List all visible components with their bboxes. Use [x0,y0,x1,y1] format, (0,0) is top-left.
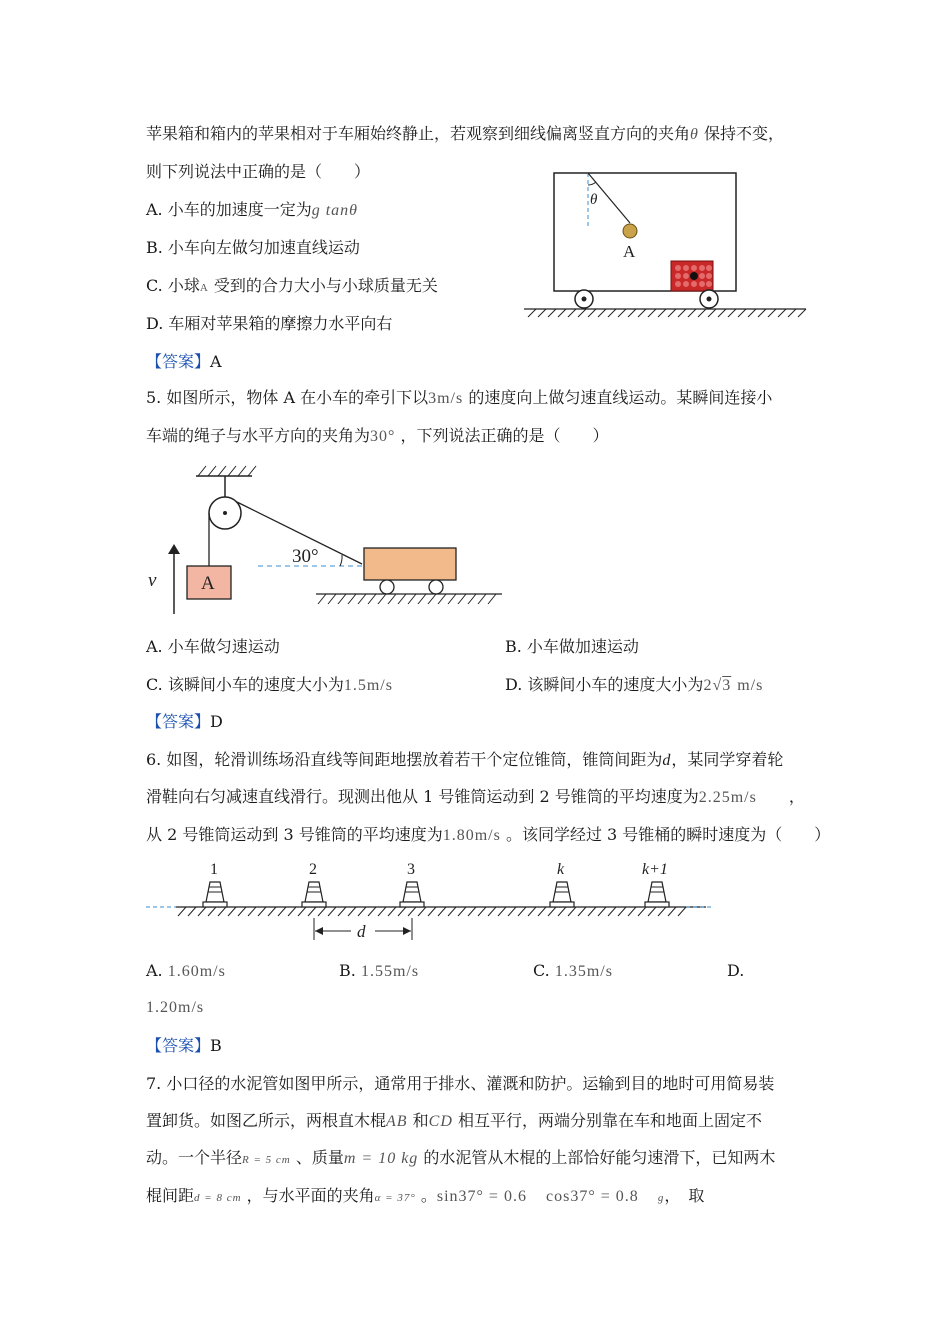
q5-line2: 车端的绳子与水平方向的夹角为30° ，下列说法正确的是（ ） [146,426,609,445]
q4-intro-line2: 则下列说法中正确的是（ ） [146,162,371,181]
q6-cones-figure [146,856,716,948]
q5-option-b: B. 小车做加速运动 [505,637,639,656]
cone-1 [203,882,227,907]
angle-arc-30 [340,555,342,566]
theta-symbol: θ [690,126,699,143]
q6-option-d-label: D. [727,961,745,980]
cart-wheel-left [380,580,394,594]
q6-line2: 滑鞋向右匀减速直线滑行。现测出他从 1 号锥筒运动到 2 号锥筒的平均速度为2.25m/s ， [146,787,805,806]
q4-option-a: A. 小车的加速度一定为g tanθ [146,200,359,219]
track-hatching [178,907,686,916]
q4-intro-line1: 苹果箱和箱内的苹果相对于车厢始终静止，若观察到细线偏离竖直方向的夹角θ 保持不变， [146,124,784,143]
cone-label-k: k [557,861,565,878]
cart-body [364,548,456,580]
q5-option-c: C. 该瞬间小车的速度大小为1.5m/s [146,675,393,694]
theta-label: θ [590,192,598,208]
q5-pulley-figure [140,458,520,618]
velocity-arrowhead [168,544,180,554]
q6-line3: 从 2 号锥筒运动到 3 号锥筒的平均速度为1.80m/s 。该同学经过 3 号锥桶的瞬时速度为（ ） [146,825,831,844]
block-a-label: A [201,573,215,594]
pulley-axle [223,511,227,515]
angle-arc [588,182,596,185]
q6-answer: 【答案】B [146,1036,222,1055]
q6-option-c: C. 1.35m/s [533,961,613,980]
cone-label-3: 3 [407,861,415,878]
q4-car-figure [510,170,810,320]
ground-hatching [528,309,806,317]
cone-label-k-plus-1: k+1 [642,861,668,878]
q6-option-d-value: 1.20m/s [146,999,205,1016]
q5-answer: 【答案】D [146,712,223,731]
q6-line1: 6. 如图，轮滑训练场沿直线等间距地摆放着若干个定位锥筒，锥筒间距为d，某同学穿着轮 [146,750,784,769]
q5-option-a: A. 小车做匀速运动 [146,637,280,656]
cone-label-1: 1 [210,861,218,878]
velocity-label: v [148,570,157,591]
cart-wheel-right [429,580,443,594]
cone-k [550,882,574,907]
apple-box [671,261,713,291]
left-wheel [575,290,593,308]
ball-label: A [623,242,636,261]
angle-30-label: 30° [292,546,319,567]
q4-option-c: C. 小球A 受到的合力大小与小球质量无关 [146,276,438,295]
ceiling-hatching [198,466,256,476]
cone-k-plus-1 [645,882,669,907]
cone-label-2: 2 [309,861,317,878]
q5-line1: 5. 如图所示，物体 A 在小车的牵引下以3m/s 的速度向上做匀速直线运动。某瞬间连接小 [146,388,773,407]
q6-option-b: B. 1.55m/s [339,961,420,980]
q7-line3: 动。一个半径R = 5 cm 、质量m = 10 kg 的水泥管从木棍的上部恰好能匀速滑下，已知两木 [146,1148,776,1167]
cone-3 [400,882,424,907]
q7-line1: 7. 小口径的水泥管如图甲所示，通常用于排水、灌溉和防护。运输到目的地时可用简易装 [146,1074,775,1093]
q5-option-d: D. 该瞬间小车的速度大小为2√3 m/s [505,675,764,694]
q4-answer: 【答案】A [146,352,222,371]
q7-line2: 置卸货。如图乙所示，两根直木棍AB 和CD 相互平行，两端分别靠在车和地面上固定不 [146,1111,763,1130]
q4-option-d: D. 车厢对苹果箱的摩擦力水平向右 [146,314,393,333]
q6-option-a: A. 1.60m/s [146,961,226,980]
q7-line4: 棍间距d = 8 cm ，与水平面的夹角α = 37° 。sin37° = 0.6 cos37° = 0.8 g， 取 [146,1186,705,1205]
right-wheel [700,290,718,308]
ball-a [623,224,637,238]
floor-hatching [318,594,496,604]
spacing-label-d: d [357,922,366,941]
cone-2 [302,882,326,907]
q4-option-b: B. 小车向左做匀加速直线运动 [146,238,360,257]
